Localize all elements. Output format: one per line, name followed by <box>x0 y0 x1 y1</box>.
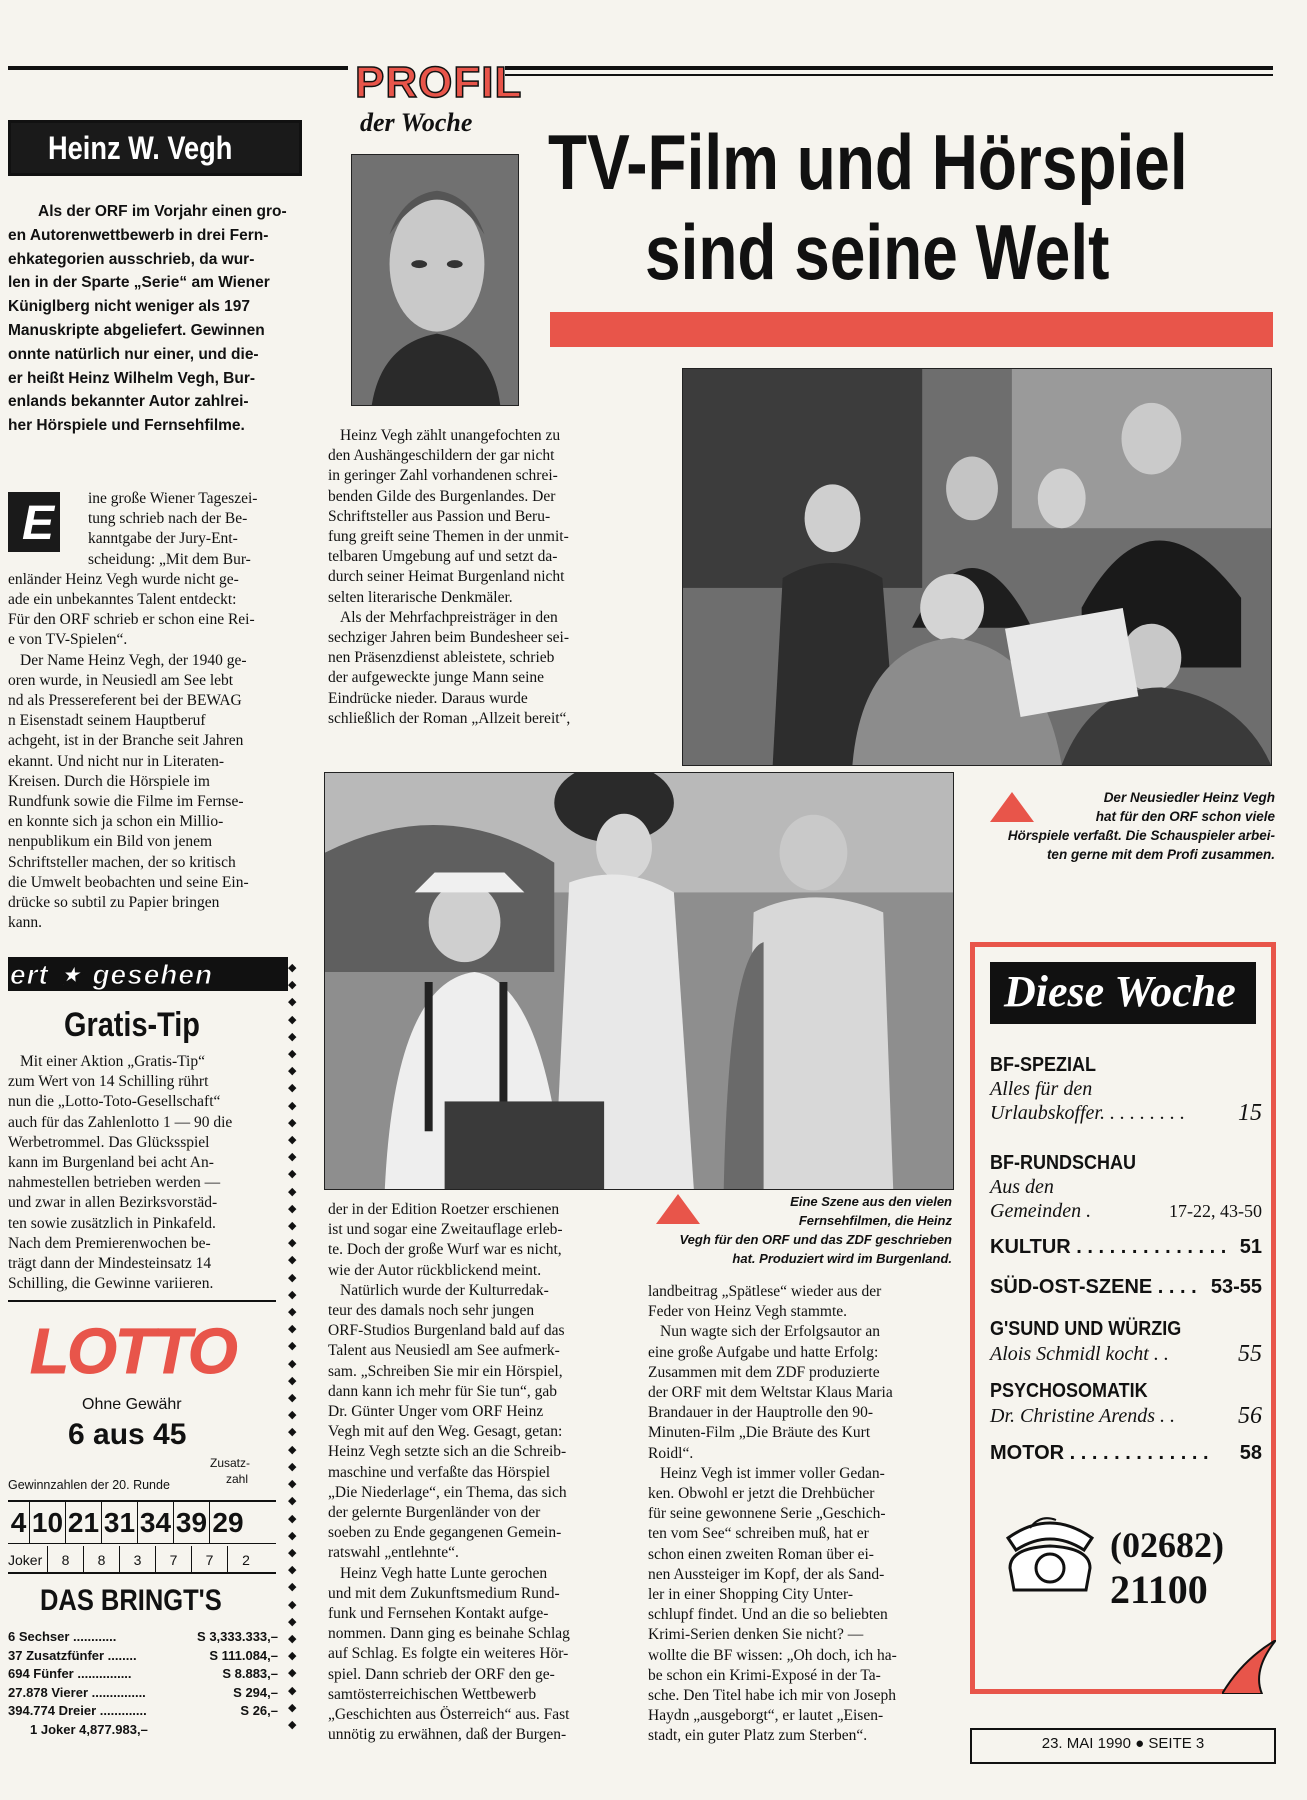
diamond-icon: ◆ <box>288 996 297 1009</box>
top-rule-right <box>505 66 1273 70</box>
body-line: enländer Heinz Vegh wurde nicht ge- <box>8 570 239 588</box>
diamond-icon: ◆ <box>288 1271 297 1284</box>
body-line: e von TV-Spielen“. <box>8 631 128 649</box>
diamond-icon: ◆ <box>288 1254 297 1267</box>
body-line: drücke so subtil zu Papier bringen <box>8 894 220 912</box>
payout-label: 394.774 Dreier ............. <box>8 1703 147 1719</box>
lotto-numbers-row <box>8 1500 276 1544</box>
lead-line: ehkategorien ausschrieb, da wur- <box>8 250 255 268</box>
toc-sub: Gemeinden . <box>990 1200 1092 1222</box>
col3-line: und mit dem Zukunftsmedium Rund- <box>328 1584 560 1602</box>
col4-line: schon einen zweiten Roman über ei- <box>648 1545 874 1563</box>
payout-amount: S 294,– <box>233 1684 278 1700</box>
diamond-icon: ◆ <box>288 1478 297 1491</box>
mid-line: nen Präsenzdienst ableistete, schrieb <box>328 649 555 667</box>
col3-line: soeben zu Ende gegangenen Gemein- <box>328 1524 562 1542</box>
caption-line: hat für den ORF schon viele <box>1095 809 1275 824</box>
gratis-line: Werbetrommel. Das Glücksspiel <box>8 1133 210 1151</box>
payout-row <box>8 1628 278 1647</box>
col3-line: auf Schlag. Es folgte ein weiteres Hör- <box>328 1645 569 1663</box>
caption-line: ten gerne mit dem Profi zusammen. <box>1046 847 1275 862</box>
mid-line: fung greift seine Themen in der unmit- <box>328 528 569 546</box>
col3-line: nommen. Dann ging es beinahe Schlag <box>328 1625 570 1643</box>
footer-bullet: ● <box>1135 1735 1149 1752</box>
diamond-icon: ◆ <box>288 1598 297 1611</box>
col4-line: stadt, ein guter Platz zum Sterben“. <box>648 1727 868 1745</box>
body-line: Für den ORF schrieb er schon eine Rei- <box>8 611 255 629</box>
gratis-line: Schilling, die Gewinne variieren. <box>8 1275 214 1293</box>
lotto-logo: LOTTO <box>30 1315 236 1387</box>
phone-number: 21100 <box>1110 1567 1208 1612</box>
col3-line: ist und sogar eine Zweitauflage erleb- <box>328 1221 563 1239</box>
toc-page: 56 <box>1238 1403 1262 1429</box>
payout-list <box>8 1628 278 1740</box>
body-line: tung schrieb nach der Be- <box>88 510 248 528</box>
diamond-icon: ◆ <box>288 1443 297 1456</box>
diamond-icon: ◆ <box>288 1650 297 1663</box>
body-line: die Umwelt beobachten und seine Ein- <box>8 873 249 891</box>
mid-line: Heinz Vegh zählt unangefochten zu <box>340 427 561 444</box>
mid-line: Als der Mehrfachpreisträger in den <box>340 608 558 626</box>
lead-line: Manuskripte abgeliefert. Gewinnen <box>8 321 265 339</box>
body-line: Rundfunk sowie die Filme im Fernse- <box>8 793 244 811</box>
headline-line-1: TV-Film und Hörspiel <box>548 118 1188 206</box>
diamond-icon: ◆ <box>288 1546 297 1559</box>
col4-line: Roidl“. <box>648 1444 694 1462</box>
caption-line: Der Neusiedler Heinz Vegh <box>1103 790 1275 805</box>
diamond-icon: ◆ <box>288 1082 297 1095</box>
diamond-icon: ◆ <box>288 1426 297 1439</box>
diamond-icon: ◆ <box>288 1667 297 1680</box>
toc-page: 58 <box>1239 1442 1262 1464</box>
toc-head: BF-SPEZIAL <box>990 1054 1097 1076</box>
mid-line: schließlich der Roman „Allzeit bereit“, <box>328 709 571 727</box>
gratis-line: Mit einer Aktion „Gratis-Tip“ <box>20 1053 205 1070</box>
lotto-number: 31 <box>102 1502 138 1543</box>
gratis-text <box>8 1052 278 1294</box>
mid-line: Schriftsteller aus Passion und Beru- <box>328 507 551 525</box>
col3-line: funk und Fernsehen Kontakt aufge- <box>328 1605 549 1623</box>
toc-item <box>990 1442 1262 1482</box>
diamond-icon: ◆ <box>288 1615 297 1628</box>
diese-woche-title: Diese Woche <box>1004 967 1236 1016</box>
payout-row <box>8 1702 278 1721</box>
lotto-number: 39 <box>174 1502 210 1543</box>
caption-line: Vegh für den ORF und das ZDF geschrieben <box>679 1232 952 1247</box>
footer-page: SEITE 3 <box>1148 1735 1205 1752</box>
triangle-marker-icon <box>990 792 1034 822</box>
diamond-icon: ◆ <box>288 1409 297 1422</box>
payout-label: 694 Fünfer ............... <box>8 1666 132 1682</box>
body-line: oren wurde, in Neusiedl am See lebt <box>8 671 234 689</box>
col3-line: te. Doch der große Wurf war es nicht, <box>328 1241 562 1259</box>
col4-line: nen Aussteiger im Kopf, der als Sand- <box>648 1565 885 1583</box>
diamond-icon: ◆ <box>288 1202 297 1215</box>
diamond-icon: ◆ <box>288 1151 297 1164</box>
col3-line: unnötig zu erwähnen, daß der Burgen- <box>328 1726 567 1744</box>
col4-line: wollte die BF wissen: „Oh doch, ich ha- <box>648 1646 897 1664</box>
diamond-icon: ◆ <box>288 1099 297 1112</box>
lotto-number: 34 <box>138 1502 174 1543</box>
diamond-icon: ◆ <box>288 1306 297 1319</box>
lead-line: her Hörspiele und Fernsehfilme. <box>8 417 245 435</box>
col4-line: Heinz Vegh ist immer voller Gedan- <box>660 1464 885 1482</box>
diamond-icon: ◆ <box>288 1288 297 1301</box>
col3-text <box>328 1200 626 1745</box>
telephone-icon <box>1000 1508 1100 1598</box>
lotto-game: 6 aus 45 <box>68 1418 187 1451</box>
col3-line: Heinz Vegh setzte sich an die Schreib- <box>328 1443 567 1461</box>
mid-line: benden Gilde des Burgenlandes. Der <box>328 487 556 505</box>
toc-sub-row <box>990 1403 1262 1429</box>
profil-label: PROFIL <box>355 58 523 107</box>
diamond-icon: ◆ <box>288 1632 297 1645</box>
payout-row <box>8 1665 278 1684</box>
mid-line: den Aushängeschildern der gar nicht <box>328 447 555 465</box>
gratis-line: ten sowie zusätzlich in Pinkafeld. <box>8 1214 216 1232</box>
diamond-icon: ◆ <box>288 1718 297 1731</box>
caption-group-photo <box>1007 788 1275 864</box>
joker-digit: 2 <box>242 1552 250 1568</box>
col3-line: Dr. Günter Unger vom ORF Heinz <box>328 1403 544 1421</box>
payout-label: 6 Sechser ............ <box>8 1629 117 1644</box>
col3-line: teur des damals noch sehr jungen <box>328 1302 535 1320</box>
diamond-icon: ◆ <box>288 1168 297 1181</box>
toc-page: 51 <box>1239 1236 1262 1258</box>
mid-line: Eindrücke nieder. Daraus wurde <box>328 689 528 707</box>
gesehen-banner-label: ert ★ gesehen <box>10 959 214 990</box>
toc-head: KULTUR . . . . . . . . . . . . . . <box>990 1236 1227 1258</box>
caption-line: hat. Produziert wird im Burgenland. <box>732 1251 952 1266</box>
col4-line: der ORF mit dem Weltstar Klaus Maria <box>648 1384 893 1402</box>
headline-line-2: sind seine Welt <box>645 208 1110 296</box>
payout-row <box>8 1684 278 1703</box>
page-curl <box>1222 1640 1276 1694</box>
gratis-line: auch für das Zahlenlotto 1 — 90 die <box>8 1113 233 1131</box>
lead-line: Als der ORF im Vorjahr einen gro- <box>38 203 287 220</box>
toc-page: 55 <box>1238 1341 1262 1367</box>
joker-digit: 7 <box>192 1546 228 1572</box>
diamond-icon: ◆ <box>288 1512 297 1525</box>
lead-paragraph <box>8 200 304 438</box>
col3-line: „Die Niederlage“, ein Thema, das sich <box>328 1483 567 1501</box>
col4-line: Feder von Heinz Vegh stammte. <box>648 1303 848 1321</box>
payout-amount: S 26,– <box>240 1703 278 1719</box>
body-line: scheidung: „Mit dem Bur- <box>88 550 251 568</box>
portrait-photo <box>351 154 519 406</box>
col4-line: ler in einer Shopping City Unter- <box>648 1586 854 1604</box>
mid-line: der aufgeweckte junge Mann seine <box>328 669 545 687</box>
col3-line: dann kann ich mehr für Sie tun“, gab <box>328 1382 557 1400</box>
toc-item <box>990 1236 1262 1276</box>
diamond-icon: ◆ <box>288 1529 297 1542</box>
lotto-zusatz-number: 29 <box>212 1507 244 1538</box>
gratis-line: und zwar in allen Bezirksvorstäd- <box>8 1194 218 1212</box>
diamond-icon: ◆ <box>288 1220 297 1233</box>
toc-head: BF-RUNDSCHAU <box>990 1152 1136 1174</box>
col4-line: Zusammen mit dem ZDF produzierte <box>648 1363 880 1381</box>
col3-line: ORF-Studios Burgenland bald auf das <box>328 1322 565 1340</box>
gratis-line: trägt dann der Mindesteinsatz 14 <box>8 1255 212 1273</box>
mid-line: sechziger Jahren beim Bundesheer sei- <box>328 629 570 647</box>
toc-list <box>990 1054 1262 1482</box>
diamond-icon: ◆ <box>288 1323 297 1336</box>
payout-label: 27.878 Vierer ............... <box>8 1684 146 1700</box>
diamond-icon: ◆ <box>288 979 297 992</box>
body-line: nd als Pressereferent bei der BEWAG <box>8 692 242 710</box>
mid-line: in geringer Zahl vorhandenen schrei- <box>328 467 558 485</box>
col4-line: ten vom See“ schreiben muß, hat er <box>648 1525 869 1543</box>
col4-line: für seine gewonnene Serie „Geschich- <box>648 1505 886 1523</box>
payout-amount: S 8.883,– <box>222 1666 278 1682</box>
col4-line: eine große Aufgabe und hatte Erfolg: <box>648 1343 879 1361</box>
col3-line: Talent aus Neusiedl am See aufmerk- <box>328 1342 560 1360</box>
col3-line: samtösterreichischen Wettbewerb <box>328 1685 537 1703</box>
body-line: Kreisen. Durch die Hörspiele im <box>8 772 210 790</box>
body-line: en konnte sich ja schon ein Millio- <box>8 813 224 831</box>
toc-item <box>990 1276 1262 1318</box>
col4-text <box>648 1282 948 1747</box>
body-line: achgeht, ist in der Branche seit Jahren <box>8 732 244 750</box>
col3-line: „Geschichten aus Österreich“ aus. Fast <box>328 1706 570 1724</box>
caption-line: Eine Szene aus den vielen <box>790 1194 952 1209</box>
gratis-line: nun die „Lotto-Toto-Gesellschaft“ <box>8 1093 221 1111</box>
diamond-icon: ◆ <box>288 1357 297 1370</box>
footer <box>970 1735 1276 1752</box>
payout-row <box>8 1721 278 1740</box>
col4-line: landbeitrag „Spätlese“ wieder aus der <box>648 1283 882 1300</box>
scene-photo <box>324 772 954 1190</box>
top-rule-right-thin <box>505 74 1273 76</box>
col3-line: maschine und verfaßte das Hörspiel <box>328 1463 551 1481</box>
toc-head: MOTOR . . . . . . . . . . . . . <box>990 1442 1209 1464</box>
lead-line: Küniglberg nicht weniger als 197 <box>8 298 251 316</box>
drop-cap: E <box>22 497 55 550</box>
mid-line: telbaren Umgebung auf und setzt da- <box>328 548 558 566</box>
diamond-icon: ◆ <box>288 1340 297 1353</box>
diamond-icon: ◆ <box>288 1495 297 1508</box>
gratis-title: Gratis-Tip <box>64 1006 200 1044</box>
toc-page: 15 <box>1238 1100 1262 1126</box>
top-rule-left <box>8 66 348 70</box>
lotto-number: 4 <box>8 1502 30 1543</box>
toc-page: 53-55 <box>1210 1276 1262 1298</box>
joker-digit: 3 <box>120 1546 156 1572</box>
diamond-icon: ◆ <box>288 1374 297 1387</box>
col3-line: spiel. Dann schrieb der ORF den ge- <box>328 1665 555 1683</box>
toc-sub: Urlaubskoffer. . . . . . . . . <box>990 1102 1185 1124</box>
joker-digit: 8 <box>84 1546 120 1572</box>
col3-line: wie der Autor rückblickend meint. <box>328 1261 542 1279</box>
lotto-number: 10 <box>30 1502 66 1543</box>
lead-line: onnte natürlich nur einer, und die- <box>8 345 259 363</box>
col4-line: schlupf findet. Und an die so beliebten <box>648 1606 888 1624</box>
diamond-icon: ◆ <box>288 1185 297 1198</box>
toc-head: G'SUND UND WÜRZIG <box>990 1318 1182 1340</box>
diamond-icon: ◆ <box>288 1581 297 1594</box>
caption-scene-photo <box>650 1192 952 1268</box>
runde-label: Gewinnzahlen der 20. Runde <box>8 1478 170 1492</box>
toc-item <box>990 1380 1262 1442</box>
joker-row <box>8 1546 276 1574</box>
lotto-top-rule <box>8 1300 276 1302</box>
left-body-text <box>8 489 304 933</box>
joker-label: Joker <box>8 1546 48 1572</box>
col4-line: Brandauer in der Hauptrolle den 90- <box>648 1404 874 1422</box>
toc-sub: Dr. Christine Arends . . <box>990 1405 1176 1427</box>
payout-amount: S 111.084,– <box>209 1647 278 1663</box>
col4-line: Haydn „ausgeborgt“, er lautet „Eisen- <box>648 1707 884 1725</box>
body-line: nenpublikum ein Bild von jenem <box>8 833 213 851</box>
lead-line: enlands bekannter Autor zahlrei- <box>8 393 249 411</box>
body-line: Schriftsteller machen, der so kritisch <box>8 853 236 871</box>
diamond-icon: ◆ <box>288 1460 297 1473</box>
mid-text <box>328 426 626 729</box>
toc-head: PSYCHOSOMATIK <box>990 1380 1148 1402</box>
toc-sub: Alles für den <box>990 1078 1093 1100</box>
payout-label: 1 Joker 4,877.983,– <box>30 1721 148 1737</box>
gratis-line: nahmestellen betrieben werden — <box>8 1174 221 1192</box>
col4-line: sche. Den Titel habe ich mir von Joseph <box>648 1687 896 1705</box>
diamond-icon: ◆ <box>288 1030 297 1043</box>
toc-item <box>990 1152 1262 1236</box>
body-line: ade ein unbekanntes Talent entdeckt: <box>8 591 237 609</box>
col3-line: ratswahl „entlehnte“. <box>328 1544 459 1562</box>
gratis-line: zum Wert von 14 Schilling rührt <box>8 1073 209 1091</box>
joker-digit: 8 <box>48 1546 84 1572</box>
col3-line: der in der Edition Roetzer erschienen <box>328 1201 560 1218</box>
diamond-icon: ◆ <box>288 962 297 974</box>
col4-line: be schon ein Krimi-Exposé in der Ta- <box>648 1666 881 1684</box>
col4-line: Minuten-Film „Die Bräute des Kurt <box>648 1424 871 1442</box>
headline-red-bar <box>550 312 1273 347</box>
col4-line: Krimi-Serien denken Sie nicht? — <box>648 1626 864 1644</box>
diamond-icon: ◆ <box>288 1013 297 1026</box>
col4-line: ken. Obwohl er jetzt die Drehbücher <box>648 1485 875 1503</box>
caption-line: Hörspiele verfaßt. Die Schauspieler arbei- <box>1007 828 1275 843</box>
toc-sub-row <box>990 1341 1262 1367</box>
diamond-icon: ◆ <box>288 1392 297 1405</box>
mid-line: durch seiner Heimat Burgenland nicht <box>328 568 565 586</box>
diamond-icon: ◆ <box>288 1564 297 1577</box>
col4-line: Nun wagte sich der Erfolgsautor an <box>660 1323 880 1341</box>
caption-line: Fernsehfilmen, die Heinz <box>798 1213 952 1228</box>
lead-line: len in der Sparte „Serie“ am Wiener <box>8 274 270 292</box>
toc-sub: Alois Schmidl kocht . . <box>990 1343 1169 1365</box>
joker-digit: 7 <box>156 1546 192 1572</box>
diamond-icon: ◆ <box>288 1048 297 1061</box>
toc-page: 17-22, 43-50 <box>1169 1201 1262 1221</box>
zusatz-label: Zusatz- <box>210 1456 251 1470</box>
payout-label: 37 Zusatzfünfer ........ <box>8 1647 137 1663</box>
toc-sub-row <box>990 1199 1262 1223</box>
col3-line: Heinz Vegh hatte Lunte gerochen <box>340 1564 548 1582</box>
body-line: kann. <box>8 914 43 932</box>
payout-row <box>8 1647 278 1666</box>
toc-head: SÜD-OST-SZENE . . . . <box>990 1276 1197 1298</box>
lead-line: en Autorenwettbewerb in drei Fern- <box>8 226 269 244</box>
toc-sub: Aus den <box>990 1176 1054 1198</box>
group-photo <box>682 368 1272 766</box>
zahl-label: zahl <box>226 1472 249 1486</box>
diamond-icon: ◆ <box>288 1684 297 1697</box>
der-woche-label: der Woche <box>360 108 473 137</box>
toc-sub-row <box>990 1101 1262 1125</box>
body-line: ekannt. Und nicht nur in Literaten- <box>8 752 225 770</box>
gratis-line: Nach dem Premierenwochen be- <box>8 1234 211 1252</box>
phone-area-code: (02682) <box>1110 1525 1224 1565</box>
mid-line: selten literarische Denkmäler. <box>328 588 513 606</box>
col3-line: Natürlich wurde der Kulturredak- <box>340 1281 549 1299</box>
lotto-number: 21 <box>66 1502 102 1543</box>
diamond-icon: ◆ <box>288 1116 297 1129</box>
col3-line: Vegh mit auf den Weg. Gesagt, getan: <box>328 1423 563 1441</box>
name-box-label: Heinz W. Vegh <box>48 130 233 166</box>
body-line: kanntgabe der Jury-Ent- <box>88 530 238 548</box>
payout-amount: S 3,333.333,– <box>197 1629 278 1644</box>
das-bringts: DAS BRINGT'S <box>40 1584 222 1617</box>
body-line: n Eisenstadt seinem Hauptberuf <box>8 712 206 730</box>
diamond-icon: ◆ <box>288 1701 297 1714</box>
ohne-gewaehr: Ohne Gewähr <box>82 1396 182 1413</box>
col3-line: sam. „Schreiben Sie mir ein Hörspiel, <box>328 1362 563 1380</box>
lead-line: er heißt Heinz Wilhelm Vegh, Bur- <box>8 369 256 387</box>
body-line: Der Name Heinz Vegh, der 1940 ge- <box>20 651 247 669</box>
diamond-icon: ◆ <box>288 1134 297 1147</box>
col3-line: der gelernte Burgenländer von der <box>328 1504 541 1522</box>
diamond-icon: ◆ <box>288 1065 297 1078</box>
toc-item <box>990 1054 1262 1152</box>
footer-date: 23. MAI 1990 <box>1041 1735 1131 1752</box>
body-line: ine große Wiener Tageszei- <box>88 490 258 507</box>
diamond-column <box>288 960 302 1734</box>
gratis-line: kann im Burgenland bei acht An- <box>8 1154 214 1172</box>
toc-item <box>990 1318 1262 1380</box>
diamond-icon: ◆ <box>288 1237 297 1250</box>
